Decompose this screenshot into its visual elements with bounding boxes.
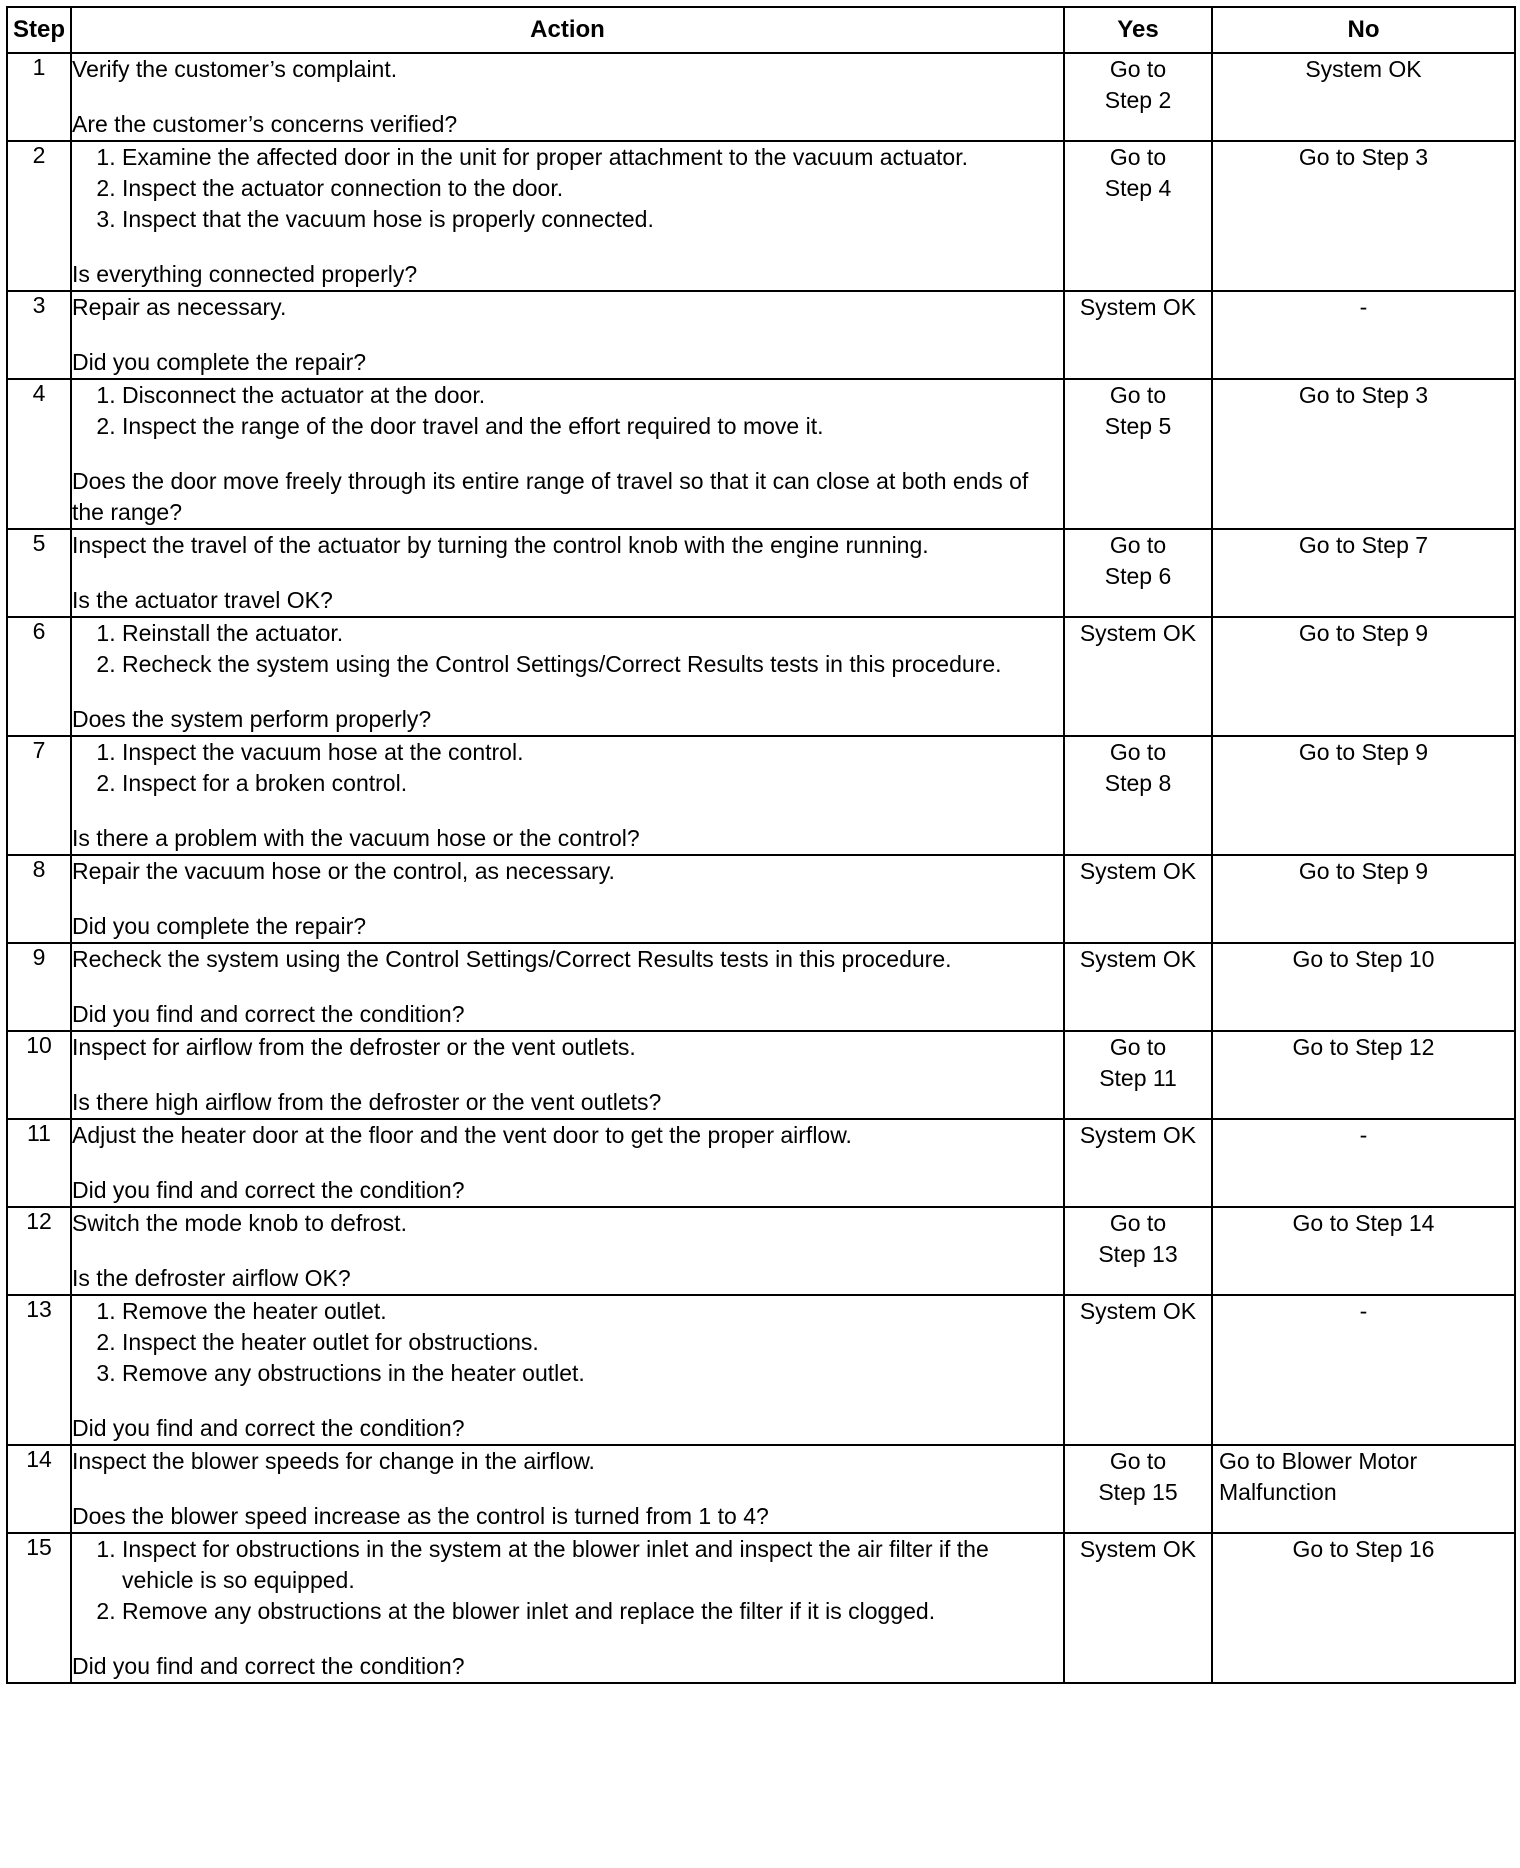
header-yes: Yes (1064, 7, 1212, 53)
no-result-text: Go to Step 7 (1298, 532, 1429, 558)
action-cell (71, 291, 1064, 379)
no-result (1212, 141, 1515, 291)
no-result (1212, 1295, 1515, 1445)
action-question: Did you find and correct the condition? (72, 1177, 465, 1203)
step-number: 8 (7, 855, 71, 943)
table-row (7, 1207, 1515, 1295)
no-result-text: Malfunction (1219, 1479, 1337, 1505)
no-result (1212, 1031, 1515, 1119)
table-row (7, 1119, 1515, 1207)
yes-result-text: Go to (1109, 382, 1167, 408)
list-item: 1. Inspect for obstructions in the system at the blower inlet and inspect the air filter if the vehicle is so equipped. (122, 1534, 1063, 1596)
header-step: Step (7, 7, 71, 53)
yes-result-text: System OK (1079, 946, 1197, 972)
action-steps-list (72, 1534, 1063, 1627)
action-text: Recheck the system using the Control Settings/Correct Results tests in this procedure. (72, 946, 952, 972)
action-steps-list (72, 380, 1063, 442)
step-number: 6 (7, 617, 71, 736)
step-number: 4 (7, 379, 71, 529)
action-cell (71, 141, 1064, 291)
action-question: Did you find and correct the condition? (72, 1415, 465, 1441)
table-row (7, 617, 1515, 736)
action-text: Inspect the blower speeds for change in the airflow. (72, 1448, 595, 1474)
yes-result (1064, 617, 1212, 736)
no-result (1212, 1119, 1515, 1207)
yes-result (1064, 855, 1212, 943)
action-cell (71, 1119, 1064, 1207)
action-question: Does the blower speed increase as the control is turned from 1 to 4? (72, 1503, 769, 1529)
no-result-text: Go to Step 9 (1298, 739, 1429, 765)
yes-result (1064, 291, 1212, 379)
yes-result (1064, 529, 1212, 617)
no-result-text: Go to Step 16 (1292, 1536, 1435, 1562)
step-number: 10 (7, 1031, 71, 1119)
list-item: 2. Inspect for a broken control. (122, 768, 1063, 799)
no-result-text: Go to Step 10 (1292, 946, 1435, 972)
yes-result (1064, 1207, 1212, 1295)
no-result-text: Go to Step 12 (1292, 1034, 1435, 1060)
no-result-text: - (1359, 1122, 1368, 1148)
action-question: Did you find and correct the condition? (72, 1001, 465, 1027)
table-row (7, 1533, 1515, 1683)
yes-result-text: Go to (1109, 532, 1167, 558)
diagnostic-table (6, 6, 1516, 1684)
yes-result (1064, 736, 1212, 855)
no-result-text: Go to Step 3 (1298, 382, 1429, 408)
no-result-text: System OK (1305, 56, 1422, 82)
no-result-text: Go to Step 14 (1292, 1210, 1435, 1236)
no-result-text: Go to Step 9 (1298, 620, 1429, 646)
step-number: 2 (7, 141, 71, 291)
yes-result (1064, 1533, 1212, 1683)
list-item: 1. Examine the affected door in the unit for proper attachment to the vacuum actuator. (122, 142, 1063, 173)
action-question: Is the defroster airflow OK? (72, 1265, 351, 1291)
header-action: Action (71, 7, 1064, 53)
no-result (1212, 379, 1515, 529)
action-question: Did you complete the repair? (72, 349, 367, 375)
step-number: 9 (7, 943, 71, 1031)
table-body (7, 53, 1515, 1683)
yes-result-text: Step 4 (1104, 175, 1172, 201)
action-cell (71, 855, 1064, 943)
yes-result (1064, 141, 1212, 291)
yes-result-text: System OK (1079, 858, 1197, 884)
no-result-text: - (1359, 1298, 1368, 1324)
header-no: No (1212, 7, 1515, 53)
list-item: 2. Inspect the range of the door travel and the effort required to move it. (122, 411, 1063, 442)
action-question: Is there a problem with the vacuum hose or the control? (72, 825, 640, 851)
list-item: 1. Disconnect the actuator at the door. (122, 380, 1063, 411)
no-result (1212, 736, 1515, 855)
diagnostic-table-wrapper (6, 6, 1516, 1684)
step-number: 7 (7, 736, 71, 855)
action-cell (71, 1295, 1064, 1445)
action-steps-list (72, 142, 1063, 235)
yes-result (1064, 1031, 1212, 1119)
action-cell (71, 943, 1064, 1031)
yes-result-text: System OK (1079, 1122, 1197, 1148)
yes-result-text: Step 5 (1104, 413, 1172, 439)
action-steps-list (72, 1296, 1063, 1389)
action-question: Are the customer’s concerns verified? (72, 111, 458, 137)
step-number: 3 (7, 291, 71, 379)
action-question: Did you complete the repair? (72, 913, 367, 939)
yes-result-text: Step 8 (1104, 770, 1172, 796)
yes-result-text: Go to (1109, 144, 1167, 170)
yes-result-text: System OK (1079, 1536, 1197, 1562)
no-result (1212, 617, 1515, 736)
action-cell (71, 1445, 1064, 1533)
action-steps-list (72, 737, 1063, 799)
yes-result (1064, 1119, 1212, 1207)
action-cell (71, 379, 1064, 529)
yes-result-text: System OK (1079, 294, 1197, 320)
action-text: Repair the vacuum hose or the control, as necessary. (72, 858, 615, 884)
action-cell (71, 1031, 1064, 1119)
action-cell (71, 529, 1064, 617)
table-row (7, 529, 1515, 617)
yes-result (1064, 1445, 1212, 1533)
yes-result-text: System OK (1079, 1298, 1197, 1324)
no-result-text: - (1359, 294, 1368, 320)
list-item: 3. Inspect that the vacuum hose is properly connected. (122, 204, 1063, 235)
table-row (7, 291, 1515, 379)
action-cell (71, 617, 1064, 736)
action-cell (71, 736, 1064, 855)
list-item: 2. Remove any obstructions at the blower inlet and replace the filter if it is clogged. (122, 1596, 1063, 1627)
action-text: Switch the mode knob to defrost. (72, 1210, 407, 1236)
table-row (7, 53, 1515, 141)
step-number: 5 (7, 529, 71, 617)
no-result-text: Go to Step 9 (1298, 858, 1429, 884)
action-question: Is the actuator travel OK? (72, 587, 333, 613)
no-result (1212, 943, 1515, 1031)
list-item: 1. Reinstall the actuator. (122, 618, 1063, 649)
action-question: Is there high airflow from the defroster or the vent outlets? (72, 1089, 662, 1115)
action-text: Inspect for airflow from the defroster or the vent outlets. (72, 1034, 636, 1060)
yes-result-text: Step 13 (1098, 1241, 1178, 1267)
no-result (1212, 1445, 1515, 1533)
action-text: Repair as necessary. (72, 294, 287, 320)
list-item: 3. Remove any obstructions in the heater outlet. (122, 1358, 1063, 1389)
yes-result (1064, 379, 1212, 529)
yes-result-text: Go to (1109, 1034, 1167, 1060)
action-cell (71, 53, 1064, 141)
action-question: Does the door move freely through its entire range of travel so that it can close at both ends of the range? (72, 468, 1029, 525)
action-question: Does the system perform properly? (72, 706, 432, 732)
yes-result-text: Go to (1109, 56, 1167, 82)
step-number: 13 (7, 1295, 71, 1445)
no-result-text: Go to Step 3 (1298, 144, 1429, 170)
yes-result-text: Go to (1109, 1210, 1167, 1236)
step-number: 15 (7, 1533, 71, 1683)
yes-result-text: Step 11 (1099, 1065, 1177, 1091)
no-result-text: Go to Blower Motor (1219, 1448, 1418, 1474)
action-text: Inspect the travel of the actuator by turning the control knob with the engine running. (72, 532, 929, 558)
list-item: 2. Inspect the heater outlet for obstructions. (122, 1327, 1063, 1358)
action-cell (71, 1533, 1064, 1683)
yes-result (1064, 53, 1212, 141)
no-result (1212, 291, 1515, 379)
step-number: 1 (7, 53, 71, 141)
list-item: 1. Inspect the vacuum hose at the control. (122, 737, 1063, 768)
table-row (7, 379, 1515, 529)
table-header-row (7, 7, 1515, 53)
yes-result-text: Step 6 (1104, 563, 1172, 589)
yes-result (1064, 1295, 1212, 1445)
no-result (1212, 53, 1515, 141)
list-item: 1. Remove the heater outlet. (122, 1296, 1063, 1327)
list-item: 2. Inspect the actuator connection to the door. (122, 173, 1063, 204)
action-text: Verify the customer’s complaint. (72, 56, 398, 82)
table-row (7, 855, 1515, 943)
yes-result-text: Step 15 (1098, 1479, 1178, 1505)
step-number: 14 (7, 1445, 71, 1533)
no-result (1212, 1533, 1515, 1683)
table-row (7, 1445, 1515, 1533)
action-cell (71, 1207, 1064, 1295)
table-row (7, 1031, 1515, 1119)
table-row (7, 736, 1515, 855)
table-row (7, 1295, 1515, 1445)
yes-result-text: Go to (1109, 1448, 1167, 1474)
action-question: Is everything connected properly? (72, 261, 418, 287)
no-result (1212, 1207, 1515, 1295)
yes-result-text: Go to (1109, 739, 1167, 765)
yes-result-text: Step 2 (1104, 87, 1172, 113)
no-result (1212, 529, 1515, 617)
yes-result-text: System OK (1079, 620, 1197, 646)
no-result (1212, 855, 1515, 943)
action-text: Adjust the heater door at the floor and the vent door to get the proper airflow. (72, 1122, 852, 1148)
action-question: Did you find and correct the condition? (72, 1653, 465, 1679)
yes-result (1064, 943, 1212, 1031)
action-steps-list (72, 618, 1063, 680)
step-number: 12 (7, 1207, 71, 1295)
list-item: 2. Recheck the system using the Control Settings/Correct Results tests in this procedure. (122, 649, 1063, 680)
step-number: 11 (7, 1119, 71, 1207)
table-row (7, 141, 1515, 291)
table-row (7, 943, 1515, 1031)
